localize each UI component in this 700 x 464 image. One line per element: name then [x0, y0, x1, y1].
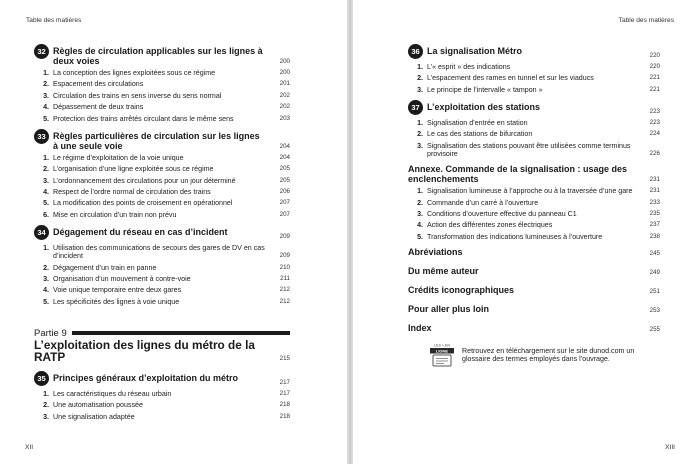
entry-number: 1.	[417, 187, 423, 196]
back-matter-abbreviations[interactable]	[408, 247, 660, 257]
chapter-heading[interactable]	[408, 100, 660, 116]
toc-left	[34, 44, 290, 427]
entry-text: Le principe de l’intervalle « tampon »	[427, 85, 543, 94]
page-number: 255	[649, 325, 660, 333]
toc-entry[interactable]	[34, 390, 290, 398]
online-resources-text: Retrouvez en téléchargement sur le site dunod.com un glossaire des termes employés dans l’ouvrage.	[462, 346, 635, 363]
icon-label-bottom: LIGNE	[435, 348, 449, 354]
entry-text: Utilisation des communications de secours des gares de DV en cas d’incident	[53, 243, 265, 261]
part-title: L’exploitation des lignes du métro de la RATP	[34, 337, 255, 364]
entry-number: 5.	[43, 114, 49, 123]
chapter-title: Dégagement du réseau en cas d’incident	[53, 226, 228, 237]
entry-number: 1.	[43, 389, 49, 398]
toc-entry[interactable]	[408, 74, 660, 82]
chapter-32	[34, 44, 290, 123]
online-resources-icon	[428, 342, 456, 368]
part-rule-divider	[72, 331, 290, 335]
entry-text: Les caractéristiques du réseau urbain	[53, 389, 172, 398]
page-number: 210	[279, 263, 290, 271]
entry-number: 3.	[43, 91, 49, 100]
toc-entry[interactable]	[34, 154, 290, 162]
toc-entry[interactable]	[34, 69, 290, 77]
page-number: 207	[279, 199, 290, 207]
entry-number: 5.	[417, 232, 423, 241]
folio-right: XIII	[665, 444, 675, 451]
entry-number: 5.	[43, 199, 49, 208]
folio-left: XII	[25, 444, 34, 451]
page-number: 209	[279, 252, 290, 260]
chapter-number-badge: 37	[408, 100, 423, 115]
page-number: 200	[279, 69, 290, 76]
page-number: 215	[279, 354, 290, 362]
running-head-right: Table des matières	[618, 17, 674, 24]
entry-number: 1.	[417, 63, 423, 71]
entry-number: 2.	[43, 80, 49, 89]
entry-number: 5.	[43, 297, 49, 306]
annex-heading[interactable]	[408, 164, 660, 184]
page-number: 249	[649, 268, 660, 276]
entry-text: L’ordonnancement des circulations pour un jour déterminé	[53, 176, 236, 185]
entry-number: 2.	[43, 401, 49, 410]
page-number: 237	[649, 221, 660, 229]
entry-text: Protection des trains arrêtés circulant dans le même sens	[53, 114, 234, 123]
entry-number: 4.	[43, 103, 49, 112]
toc-right	[408, 44, 660, 368]
chapter-35	[34, 371, 290, 421]
toc-entry[interactable]	[34, 286, 290, 294]
page-number: 204	[279, 142, 290, 150]
entry-number: 3.	[417, 141, 423, 150]
chapter-number-badge: 36	[408, 44, 423, 59]
page-number: 209	[279, 232, 290, 240]
page-number: 212	[279, 286, 290, 294]
entry-number: 1.	[43, 243, 49, 252]
entry-text: Transformation des indications lumineuses à l’ouverture	[427, 232, 603, 241]
page-number: 223	[649, 118, 660, 126]
toc-entry[interactable]	[34, 188, 290, 196]
chapter-number-badge: 35	[34, 371, 49, 386]
page-number: 223	[649, 107, 660, 115]
entry-text: Voie unique temporaire entre deux gares	[53, 286, 182, 295]
entry-text: Circulation des trains en sens inverse du sens normal	[53, 91, 222, 100]
page-number: 211	[280, 274, 290, 282]
left-page	[0, 0, 347, 464]
toc-entry[interactable]	[34, 80, 290, 88]
toc-entry[interactable]	[34, 275, 290, 283]
page-number: 251	[649, 287, 660, 295]
back-matter-title: Du même auteur	[408, 265, 479, 276]
entry-text: L’espacement des rames en tunnel et sur les viaducs	[427, 74, 594, 83]
toc-entry[interactable]	[408, 233, 660, 241]
back-matter-title: Abréviations	[408, 246, 463, 257]
toc-entry[interactable]	[408, 119, 660, 127]
toc-entry[interactable]	[408, 221, 660, 229]
entry-text: Une signalisation adaptée	[53, 412, 135, 421]
part-heading[interactable]	[34, 339, 290, 363]
chapter-36	[408, 44, 660, 94]
page-number: 245	[649, 249, 660, 257]
online-resources-notice	[428, 342, 660, 368]
back-matter-title: Pour aller plus loin	[408, 303, 490, 314]
back-matter-index[interactable]	[408, 323, 660, 333]
part-9	[34, 328, 290, 363]
back-matter-further-reading[interactable]	[408, 304, 660, 314]
page-number: 224	[649, 130, 660, 138]
page-number: 202	[279, 91, 290, 99]
page-number: 231	[649, 187, 660, 195]
chapter-title: L’exploitation des stations	[427, 101, 541, 112]
toc-entry[interactable]	[34, 103, 290, 111]
page-number: 206	[279, 187, 290, 195]
page-number: 220	[649, 52, 660, 59]
toc-entry[interactable]	[34, 177, 290, 185]
entry-number: 4.	[43, 187, 49, 196]
toc-entry[interactable]	[408, 210, 660, 218]
page-number: 205	[279, 176, 290, 184]
chapter-title: Principes généraux d’exploitation du métro	[53, 372, 239, 383]
entry-text: Dégagement d’un train en panne	[53, 263, 157, 272]
toc-entry[interactable]	[34, 298, 290, 306]
entry-text: Respect de l’ordre normal de circulation des trains	[53, 187, 211, 196]
entry-number: 4.	[43, 286, 49, 295]
toc-entry[interactable]	[408, 142, 660, 158]
entry-text: Dépassement de deux trains	[53, 103, 144, 112]
page-number: 231	[649, 176, 660, 184]
entry-text: Les spécificités des lignes à voie unique	[53, 297, 180, 306]
entry-number: 1.	[43, 153, 49, 162]
right-page	[353, 0, 700, 464]
entry-number: 2.	[417, 74, 423, 83]
entry-text: L’« esprit » des indications	[427, 63, 511, 71]
entry-text: Signalisation des stations pouvant être utilisées comme terminus provisoire	[427, 141, 631, 158]
page-number: 235	[649, 209, 660, 217]
toc-entry[interactable]	[34, 199, 290, 207]
toc-entry[interactable]	[34, 165, 290, 173]
entry-text: La conception des lignes exploitées sous ce régime	[53, 69, 216, 77]
entry-text: L’organisation d’une ligne exploitée sous ce régime	[53, 165, 214, 174]
toc-entry[interactable]	[34, 413, 290, 421]
page-number: 200	[279, 58, 290, 65]
running-head-left: Table des matières	[26, 17, 82, 24]
page-number: 202	[279, 103, 290, 111]
entry-number: 1.	[417, 118, 423, 127]
toc-entry[interactable]	[34, 401, 290, 409]
entry-text: Mise en circulation d’un train non prévu	[53, 210, 177, 219]
annex-title: Annexe. Commande de la signalisation : usage des enclenchements	[408, 164, 628, 185]
page-number: 226	[649, 149, 660, 157]
page-number: 238	[649, 232, 660, 240]
page-number: 212	[279, 297, 290, 305]
entry-text: Signalisation lumineuse à l’approche ou à la traversée d’une gare	[427, 187, 633, 196]
page-number: 217	[279, 389, 290, 397]
entry-number: 2.	[43, 263, 49, 272]
toc-entry[interactable]	[408, 187, 660, 195]
entry-number: 3.	[417, 85, 423, 94]
entry-text: Signalisation d’entrée en station	[427, 118, 528, 127]
back-matter-same-author[interactable]	[408, 266, 660, 276]
entry-number: 3.	[43, 176, 49, 185]
chapter-heading[interactable]	[34, 371, 290, 387]
icon-label-top: LES + EN	[434, 343, 450, 348]
entry-text: Le régime d’exploitation de la voie unique	[53, 153, 184, 162]
chapter-heading[interactable]	[34, 129, 290, 151]
chapter-37	[408, 100, 660, 158]
entry-number: 3.	[417, 209, 423, 218]
back-matter-title: Crédits iconographiques	[408, 284, 515, 295]
chapter-33	[34, 129, 290, 219]
chapter-title: Règles particulières de circulation sur les lignes à une seule voie	[53, 130, 260, 151]
entry-text: Commande d’un carré à l’ouverture	[427, 198, 539, 207]
page-number: 221	[649, 85, 660, 93]
chapter-heading[interactable]	[34, 44, 290, 66]
annex-section	[408, 164, 660, 241]
entry-number: 2.	[43, 165, 49, 174]
page-number: 204	[279, 153, 290, 161]
entry-text: Conditions d’ouverture effective du panneau C1	[427, 209, 577, 218]
page-number: 207	[279, 210, 290, 218]
chapter-title: Règles de circulation applicables sur les lignes à deux voies	[53, 46, 263, 66]
entry-text: La modification des points de croisement en opérationnel	[53, 199, 233, 208]
chapter-heading[interactable]	[408, 44, 660, 60]
entry-text: Espacement des circulations	[53, 80, 144, 89]
toc-entry[interactable]	[408, 86, 660, 94]
toc-entry[interactable]	[34, 115, 290, 123]
entry-number: 2.	[417, 130, 423, 139]
page-number: 253	[649, 306, 660, 314]
toc-entry[interactable]	[408, 199, 660, 207]
page-number: 218	[279, 401, 290, 409]
back-matter-credits[interactable]	[408, 285, 660, 295]
toc-entry[interactable]	[408, 63, 660, 71]
part-label-text: Partie 9	[34, 327, 67, 339]
chapter-number-badge: 32	[34, 44, 49, 59]
toc-entry[interactable]	[34, 92, 290, 100]
page-number: 201	[279, 80, 290, 88]
toc-entry[interactable]	[34, 244, 290, 260]
back-matter-title: Index	[408, 322, 432, 333]
entry-number: 3.	[43, 412, 49, 421]
entry-number: 4.	[417, 221, 423, 230]
chapter-number-badge: 34	[34, 225, 49, 240]
page-number: 233	[649, 198, 660, 206]
page-number: 217	[279, 378, 290, 386]
entry-number: 6.	[43, 210, 49, 219]
entry-number: 3.	[43, 274, 49, 283]
toc-entry[interactable]	[34, 264, 290, 272]
toc-entry[interactable]	[34, 211, 290, 219]
entry-text: Une automatisation poussée	[53, 401, 143, 410]
page-number: 221	[649, 74, 660, 82]
page-number: 203	[279, 114, 290, 122]
chapter-34	[34, 225, 290, 306]
chapter-title: La signalisation Métro	[427, 46, 523, 56]
entry-number: 1.	[43, 69, 49, 77]
entry-number: 2.	[417, 198, 423, 207]
chapter-number-badge: 33	[34, 129, 49, 144]
page-number: 218	[279, 412, 290, 420]
entry-text: Organisation d’un mouvement à contre-voie	[53, 274, 191, 283]
chapter-heading[interactable]	[34, 225, 290, 241]
page-number: 220	[649, 63, 660, 70]
toc-entry[interactable]	[408, 130, 660, 138]
page-number: 205	[279, 165, 290, 173]
entry-text: Action des différentes zones électriques	[427, 221, 553, 230]
entry-text: Le cas des stations de bifurcation	[427, 130, 533, 139]
